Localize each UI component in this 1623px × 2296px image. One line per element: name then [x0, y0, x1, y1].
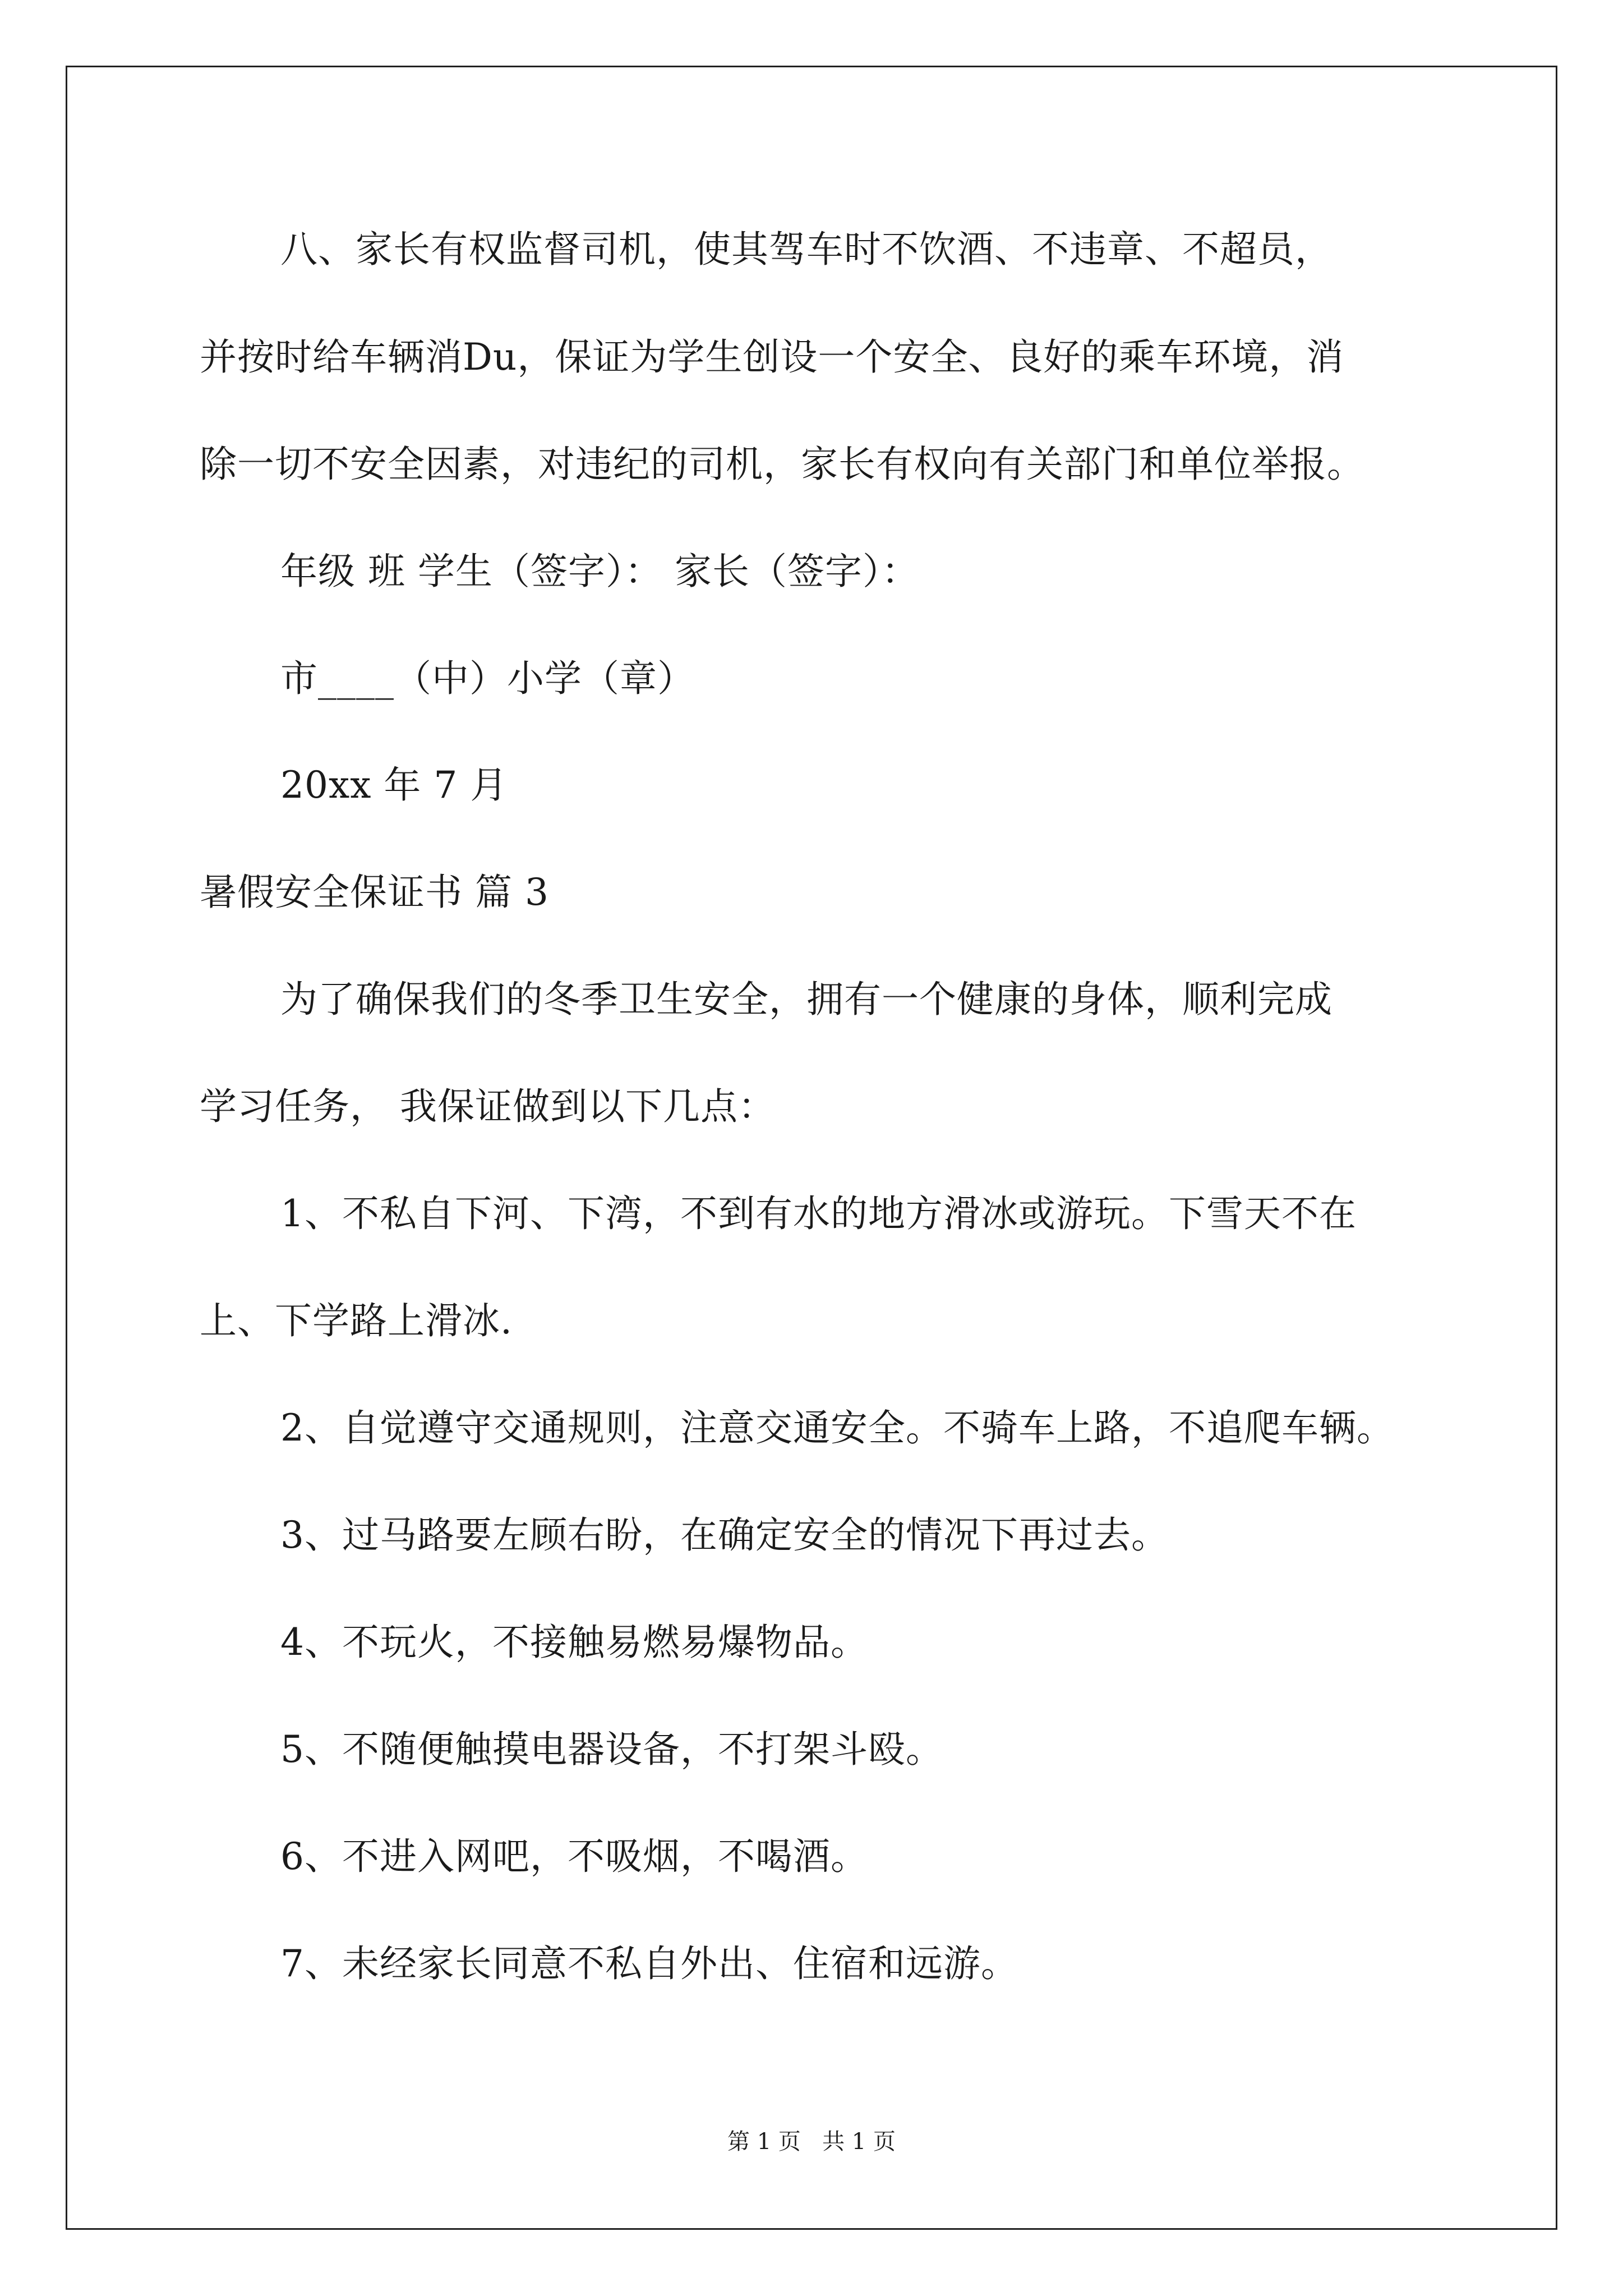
school-stamp-line: 市____（中）小学（章） — [280, 657, 695, 700]
list-item: 2、自觉遵守交通规则，注意交通安全。不骑车上路，不追爬车辆。 — [280, 1406, 1394, 1450]
paragraph-line: 八、家长有权监督司机，使其驾车时不饮酒、不违章、不超员， — [280, 228, 1332, 271]
list-item: 1、不私自下河、下湾，不到有水的地方滑冰或游玩。下雪天不在 — [280, 1192, 1357, 1235]
list-item: 6、不进入网吧，不吸烟，不喝酒。 — [280, 1835, 868, 1878]
list-item: 4、不玩火，不接触易燃易爆物品。 — [280, 1621, 868, 1664]
paragraph-line: 除一切不安全因素，对违纪的司机，家长有权向有关部门和单位举报。 — [200, 443, 1364, 486]
list-item: 7、未经家长同意不私自外出、住宿和远游。 — [280, 1942, 1018, 1985]
list-item: 5、不随便触摸电器设备，不打架斗殴。 — [280, 1728, 943, 1771]
paragraph-line: 为了确保我们的冬季卫生安全，拥有一个健康的身体，顺利完成 — [280, 978, 1332, 1021]
signature-line: 年级 班 学生（签字）： 家长（签字）： — [280, 550, 919, 593]
page-border — [66, 66, 1557, 2230]
list-item-continuation: 上、下学路上滑冰. — [200, 1299, 513, 1342]
page-footer: 第 1 页 共 1 页 — [727, 2129, 896, 2155]
section-heading: 暑假安全保证书 篇 3 — [200, 871, 549, 914]
paragraph-line: 学习任务， 我保证做到以下几点： — [200, 1085, 776, 1128]
list-item: 3、过马路要左顾右盼，在确定安全的情况下再过去。 — [280, 1513, 1169, 1557]
date-line: 20xx 年 7 月 — [280, 763, 508, 807]
paragraph-line: 并按时给车辆消Du，保证为学生创设一个安全、良好的乘车环境，消 — [200, 335, 1344, 379]
